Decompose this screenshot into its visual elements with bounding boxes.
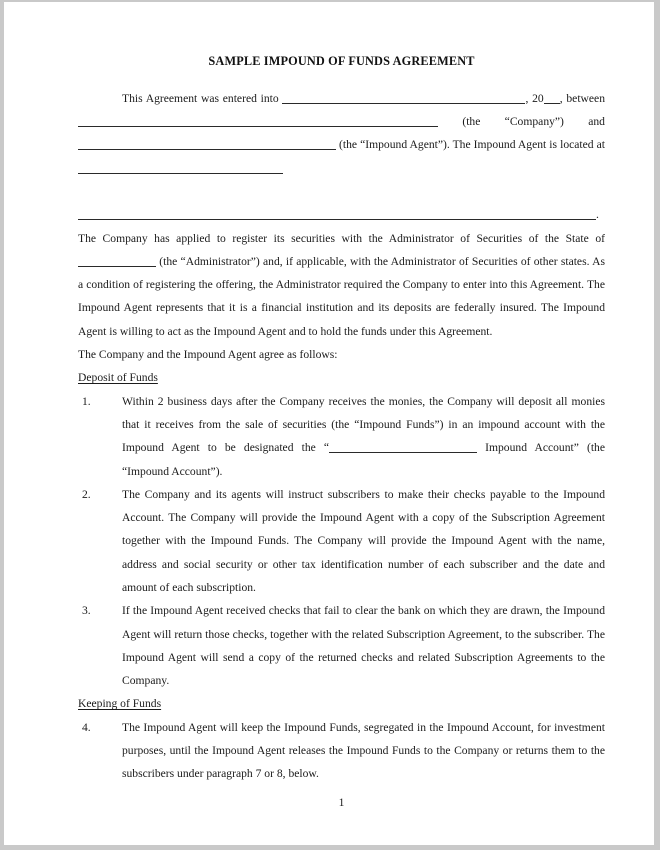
- list-item-text-after: Impound Account” (the “Impound Account”).: [122, 441, 605, 478]
- list-item: [78, 716, 605, 786]
- list-item-text: If the Impound Agent received checks that fail to clear the bank on which they are drawn, the Impound Agent will return those checks, together with the related Subscription Agreement, to the subscriber. The Impound Agent will send a copy of the returned checks and related Subscription Agreements to the Company.: [122, 604, 605, 688]
- list-item-text: The Impound Agent will keep the Impound Funds, segregated in the Impound Account, for investment purposes, until the Impound Agent releases the Impound Funds to the Company or returns them to the subscribers under paragraph 7 or 8, below.: [122, 720, 605, 781]
- list-item-text: The Company and its agents will instruct subscribers to make their checks payable to the Impound Account. The Company will provide the Impound Agent with a copy of the Subscription Agreement together with the Impound Funds. The Company will provide the Impound Agent with the name, address and social security or other tax identification number of each subscriber and the date and amount of each subscription.: [122, 487, 605, 594]
- recital-paragraph: [78, 227, 605, 343]
- agent-location-blank-field-2[interactable]: [78, 207, 596, 220]
- company-blank-field[interactable]: [78, 114, 438, 127]
- section-heading-deposit-of-funds: [78, 366, 605, 389]
- list-item-number: 2.: [82, 487, 91, 501]
- list-item: [78, 390, 605, 483]
- administrator-state-blank-field[interactable]: [78, 254, 156, 267]
- agent-location-blank-field[interactable]: [78, 161, 283, 174]
- list-item-text-before: Within 2 business days after the Company receives the monies, the Company will deposit all monies that it receives from the sale of securities (the “Impound Funds”) in an impound account with the Impound Agent to be designated the “: [122, 394, 605, 455]
- list-item: [78, 599, 605, 692]
- document-page: [4, 2, 654, 845]
- impound-agent-blank-field[interactable]: [78, 137, 336, 150]
- intro-text-5: (the “Company”) and: [462, 115, 605, 129]
- agreement-lead-in: The Company and the Impound Agent agree as follows:: [78, 348, 338, 362]
- list-item-number: 4.: [82, 720, 91, 734]
- intro-text-2: , 20: [525, 91, 544, 105]
- year-blank-field[interactable]: [544, 91, 560, 104]
- intro-text-8: .: [596, 208, 599, 222]
- document-body: [78, 54, 606, 809]
- list-item: [78, 483, 605, 599]
- list-item-number: 3.: [82, 604, 91, 618]
- intro-text-7: located at: [560, 138, 605, 152]
- intro-date-suffix: [525, 92, 562, 105]
- page-title: SAMPLE IMPOUND OF FUNDS AGREEMENT: [208, 54, 475, 68]
- intro-address-continuation: [78, 203, 605, 226]
- intro-text-3: ,: [559, 91, 563, 105]
- page-number-footer: 1: [338, 796, 345, 809]
- section-heading-text: Keeping of Funds: [78, 697, 162, 711]
- list-item-number: 1.: [82, 394, 91, 408]
- spacer-line: [78, 180, 605, 203]
- recital-text-1: The Company has applied to register its securities with the Administrator of Securities of the State of: [78, 231, 605, 245]
- date-blank-field[interactable]: [282, 91, 525, 104]
- intro-paragraph: [78, 87, 605, 180]
- intro-text-1: This Agreement was entered into: [122, 91, 279, 105]
- impound-account-name-blank-field[interactable]: [329, 440, 477, 453]
- intro-text-4: between: [566, 91, 606, 105]
- intro-text-6: (the “Impound Agent”). The Impound Agent is: [339, 138, 558, 152]
- section-heading-text: Deposit of Funds: [78, 371, 158, 385]
- section-heading-keeping-of-funds: [78, 692, 605, 715]
- recital-text-2: (the “Administrator”) and, if applicable, with the Administrator of Securities of other states. As a condition of registering the offering, the Administrator required the Company to enter into this Agreement. The Impound Agent represents that it is a financial institution and its deposits are federally insured. The Impound Agent is willing to act as the Impound Agent and to hold the funds under this Agreement.: [78, 254, 605, 338]
